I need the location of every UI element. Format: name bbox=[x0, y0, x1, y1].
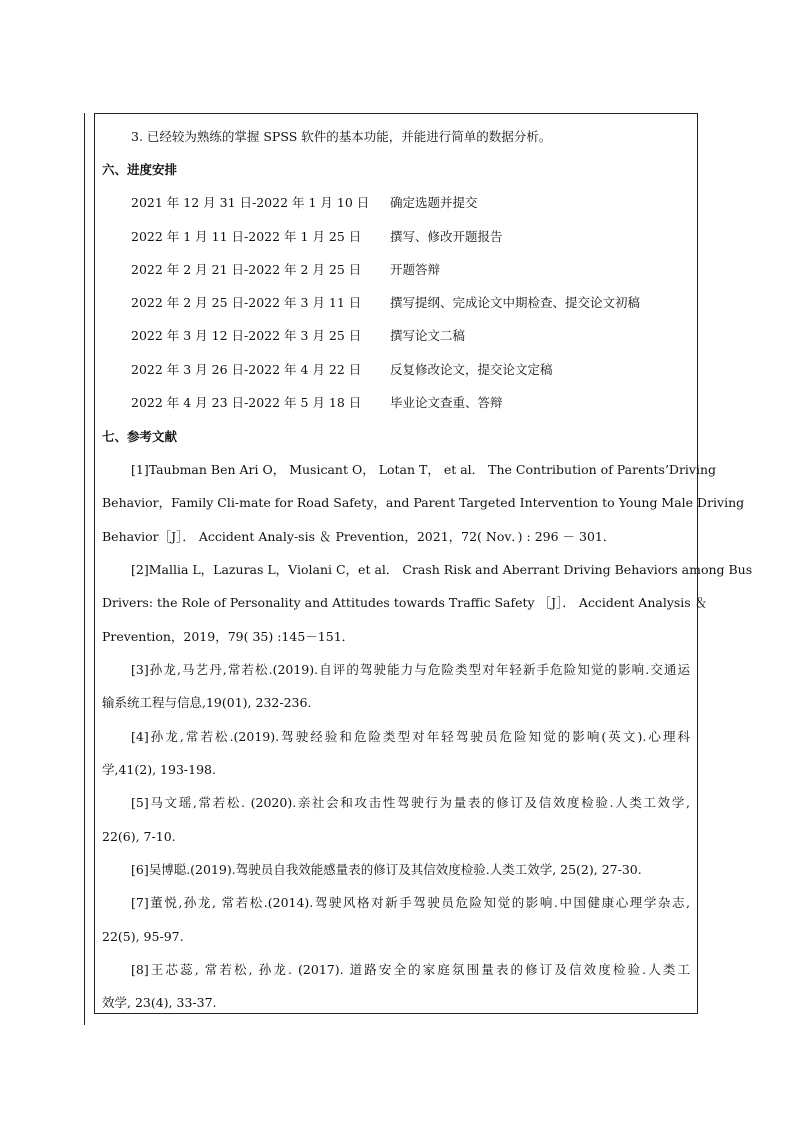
reference-4: [4]孙龙,常若松.(2019).驾驶经验和危险类型对年轻驾驶员危险知觉的影响(英文).心理科 bbox=[131, 729, 690, 744]
schedule-heading: 六、进度安排 bbox=[102, 162, 178, 177]
schedule-task: 开题答辩 bbox=[390, 262, 441, 277]
reference-2: Prevention，2019，79( 35) :145－151． bbox=[102, 629, 355, 644]
references-heading: 七、参考文献 bbox=[102, 429, 178, 444]
schedule-date: 2021 年 12 月 31 日-2022 年 1 月 10 日 bbox=[131, 195, 370, 210]
schedule-task: 确定选题并提交 bbox=[390, 195, 478, 210]
schedule-task: 撰写、修改开题报告 bbox=[390, 229, 503, 244]
document-frame bbox=[94, 113, 753, 1014]
reference-7: [7]董悦,孙龙, 常若松.(2014).驾驶风格对新手驾驶员危险知觉的影响.中国健康心理学杂志, bbox=[131, 895, 690, 910]
reference-1: [1]Taubman Ben Ari O， Musicant O， Lotan T， et al． The Contribution of Parents’Driving bbox=[131, 462, 717, 477]
schedule-task: 毕业论文查重、答辩 bbox=[390, 395, 503, 410]
reference-3: [3]孙龙,马艺丹,常若松.(2019).自评的驾驶能力与危险类型对年轻新手危险知觉的影响.交通运 bbox=[131, 662, 690, 677]
reference-2: [2]Mallia L，Lazuras L，Violani C，et al． Crash Risk and Aberrant Driving Behaviors among Bus bbox=[131, 562, 753, 577]
reference-7: 22(5), 95-97. bbox=[102, 929, 184, 944]
reference-4: 学,41(2), 193-198. bbox=[102, 762, 216, 777]
reference-2: Drivers: the Role of Personality and Attitudes towards Traffic Safety ［J］． Accident Analysis ＆ bbox=[102, 595, 708, 610]
margin-rule bbox=[84, 113, 85, 1025]
schedule-task: 反复修改论文，提交论文定稿 bbox=[390, 362, 553, 377]
schedule-task: 撰写论文二稿 bbox=[390, 328, 466, 343]
reference-5: 22(6), 7-10. bbox=[102, 829, 176, 844]
schedule-date: 2022 年 4 月 23 日-2022 年 5 月 18 日 bbox=[131, 395, 362, 410]
reference-1: Behavior［J］． Accident Analy-sis ＆ Prevention，2021，72( Nov．) : 296 － 301． bbox=[102, 529, 616, 544]
reference-8: [8]王芯蕊, 常若松, 孙龙. (2017). 道路安全的家庭氛围量表的修订及信效度检验.人类工 bbox=[131, 962, 690, 977]
skills-item-3: 3. 已经较为熟练的掌握 SPSS 软件的基本功能，并能进行简单的数据分析。 bbox=[131, 129, 552, 144]
document-content bbox=[95, 114, 753, 1013]
reference-8: 效学, 23(4), 33-37. bbox=[102, 995, 217, 1010]
schedule-date: 2022 年 1 月 11 日-2022 年 1 月 25 日 bbox=[131, 229, 362, 244]
schedule-task: 撰写提纲、完成论文中期检查、提交论文初稿 bbox=[390, 295, 641, 310]
schedule-date: 2022 年 3 月 26 日-2022 年 4 月 22 日 bbox=[131, 362, 362, 377]
reference-3: 输系统工程与信息,19(01), 232-236. bbox=[102, 695, 312, 710]
reference-1: Behavior，Family Cli-mate for Road Safety，and Parent Targeted Intervention to Young Male Driving bbox=[102, 495, 745, 510]
schedule-date: 2022 年 3 月 12 日-2022 年 3 月 25 日 bbox=[131, 328, 362, 343]
reference-6: [6]吴博聪.(2019).驾驶员自我效能感量表的修订及其信效度检验.人类工效学, 25(2), 27-30. bbox=[131, 862, 642, 877]
schedule-date: 2022 年 2 月 21 日-2022 年 2 月 25 日 bbox=[131, 262, 362, 277]
schedule-date: 2022 年 2 月 25 日-2022 年 3 月 11 日 bbox=[131, 295, 362, 310]
reference-5: [5]马文瑶,常若松. (2020).亲社会和攻击性驾驶行为量表的修订及信效度检验.人类工效学, bbox=[131, 795, 690, 810]
